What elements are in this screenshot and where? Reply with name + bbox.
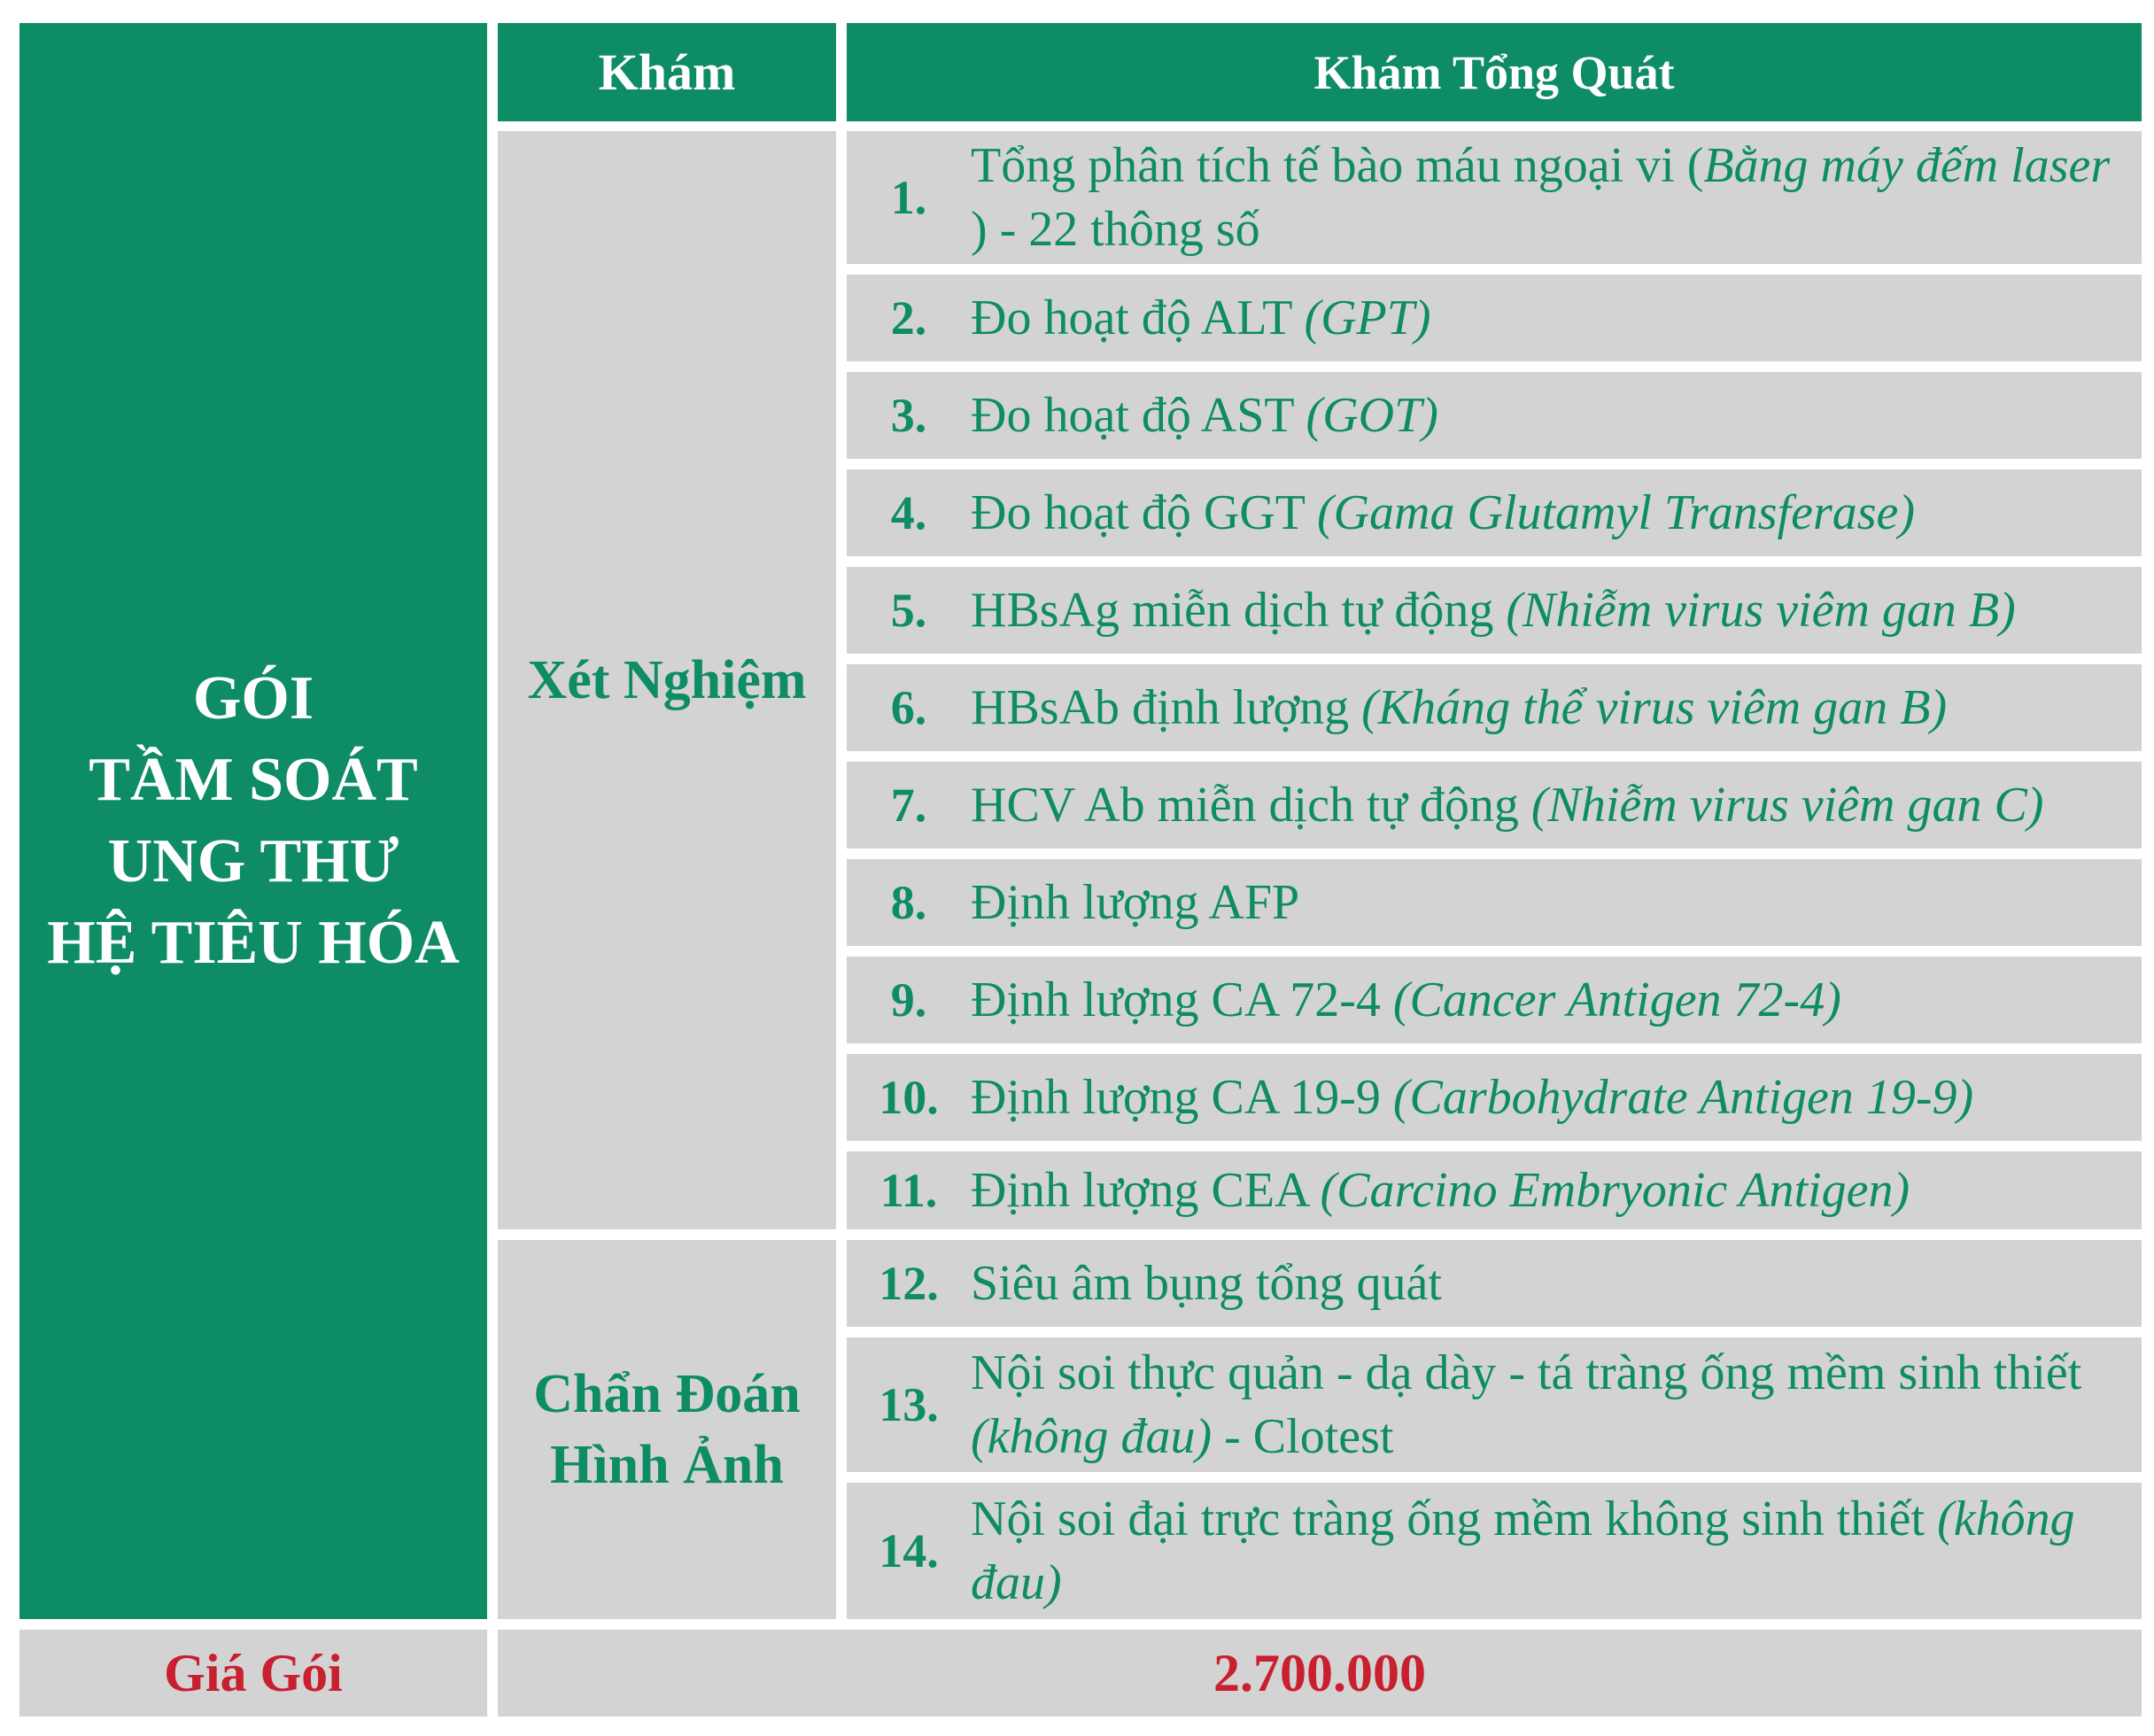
item-row [847,1483,2142,1619]
item-row [847,567,2142,654]
item-text: Định lượng CEA (Carcino Embryonic Antigen) [971,1163,1910,1218]
item-text: Nội soi thực quản - dạ dày - tá tràng ống mềm sinh thiết (không đau) - Clotest [971,1345,2082,1464]
item-number: 1. [890,171,927,224]
package-title [19,658,487,984]
header-kham-tong-quat: Khám Tổng Quát [847,23,2142,121]
item-number: 2. [890,291,927,345]
item-text: HBsAb định lượng (Kháng thể virus viêm gan B) [971,680,1948,735]
price-value: 2.700.000 [498,1630,2142,1717]
item-number: 3. [890,389,927,442]
item-number: 7. [890,779,927,832]
item-text: HCV Ab miễn dịch tự động (Nhiễm virus viêm gan C) [971,778,2044,833]
category-label: Chẩn Đoán [533,1364,801,1424]
package-title-cell [19,23,487,1619]
item-text: Đo hoạt độ GGT (Gama Glutamyl Transferase) [971,485,1916,540]
price-label: Giá Gói [19,1630,487,1717]
item-text: Đo hoạt độ ALT (GPT) [971,291,1431,345]
item-row [847,664,2142,751]
item-text: HBsAg miễn dịch tự động (Nhiễm virus viêm gan B) [971,583,2016,638]
item-text: Siêu âm bụng tổng quát [971,1256,1442,1311]
category-chan-doan-hinh-anh [498,1240,836,1619]
category-label: Hình Ảnh [550,1435,784,1495]
item-number: 8. [890,876,927,929]
item-row [847,372,2142,459]
item-number: 14. [879,1524,939,1577]
item-row [847,1151,2142,1229]
item-row [847,957,2142,1043]
item-text: Định lượng CA 19-9 (Carbohydrate Antigen 19-9) [971,1070,1974,1125]
item-number: 10. [879,1071,939,1124]
package-title-line: HỆ TIÊU HÓA [47,909,460,977]
item-text: Định lượng CA 72-4 (Cancer Antigen 72-4) [971,973,1841,1027]
item-number: 11. [879,1164,938,1217]
item-number: 13. [879,1378,939,1431]
item-number: 9. [890,973,927,1027]
item-number: 4. [890,486,927,539]
item-number: 5. [890,584,927,637]
item-row [847,1337,2142,1472]
item-text: Đo hoạt độ AST (GOT) [971,388,1438,443]
item-text: Nội soi đại trực tràng ống mềm không sinh thiết (không đau) [971,1492,2075,1610]
item-text: Tổng phân tích tế bào máu ngoại vi (Bằng máy đếm laser ) - 22 thông số [971,138,2111,257]
package-title-line: GÓI [192,664,314,732]
category-label: Xét Nghiệm [527,650,807,710]
package-title-line: TẦM SOÁT [89,746,418,814]
category-xet-nghiem [498,131,836,1229]
item-row [847,762,2142,849]
item-row [847,859,2142,946]
item-row [847,1054,2142,1141]
package-title-line: UNG THƯ [107,827,399,895]
item-number: 12. [879,1257,939,1310]
item-row [847,469,2142,556]
item-row [847,131,2142,264]
item-row [847,275,2142,361]
item-text: Định lượng AFP [971,875,1300,930]
header-kham: Khám [498,23,836,121]
item-row [847,1240,2142,1327]
item-number: 6. [890,681,927,734]
